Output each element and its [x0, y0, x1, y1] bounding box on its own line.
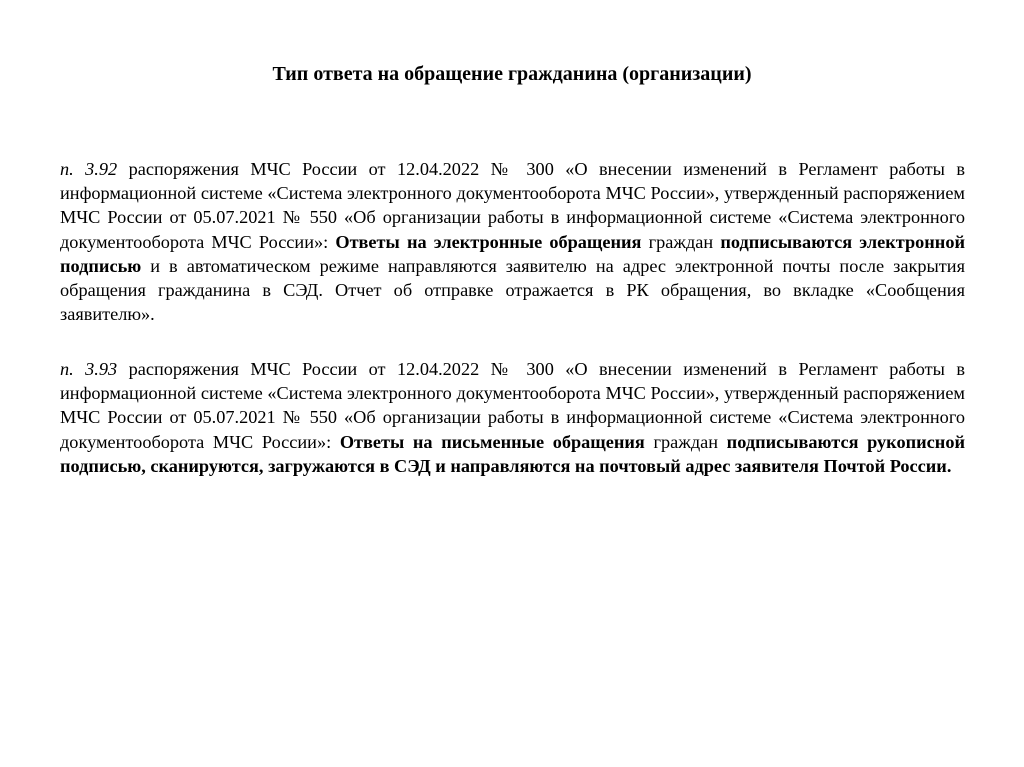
- paragraph-text: граждан: [641, 231, 721, 252]
- paragraph-3-92: [60, 157, 965, 326]
- paragraph-text: граждан: [644, 431, 727, 452]
- emphasis-electronic-replies: Ответы на электронные обращения: [335, 231, 642, 252]
- emphasis-handwritten-signature: подписываются рукописной подписью, сканируются, загружаются в СЭД и направляются на почтовый адрес заявителя Почтой России.: [60, 431, 965, 476]
- paragraph-text: распоряжения МЧС России от 12.04.2022 № 300 «О внесении изменений в Регламент работы в информационной системе «Система электронного документооборота МЧС России», утвержденный распоряжением МЧС России от 05.07.2021 № 550 «Об организации работы в информационной системе «Система электронного документооборота МЧС России»:: [60, 159, 965, 252]
- emphasis-electronic-signature: подписываются электронной подписью: [60, 231, 965, 276]
- paragraph-reference: п. 3.92: [60, 159, 118, 179]
- page-title: Тип ответа на обращение гражданина (организации): [272, 63, 752, 85]
- paragraph-reference: п. 3.93: [60, 359, 118, 379]
- paragraph-text: распоряжения МЧС России от 12.04.2022 № 300 «О внесении изменений в Регламент работы в информационной системе «Система электронного документооборота МЧС России», утвержденный распоряжением МЧС России от 05.07.2021 № 550 «Об организации работы в информационной системе «Система электронного документооборота МЧС России»:: [60, 359, 965, 452]
- paragraph-text: и в автоматическом режиме направляются заявителю на адрес электронной почты после закрытия обращения гражданина в СЭД. Отчет об отправке отражается в РК обращения, во вкладке «Сообщения заявителю».: [60, 255, 965, 325]
- emphasis-written-replies: Ответы на письменные обращения: [339, 431, 645, 452]
- paragraph-3-93: [60, 357, 965, 478]
